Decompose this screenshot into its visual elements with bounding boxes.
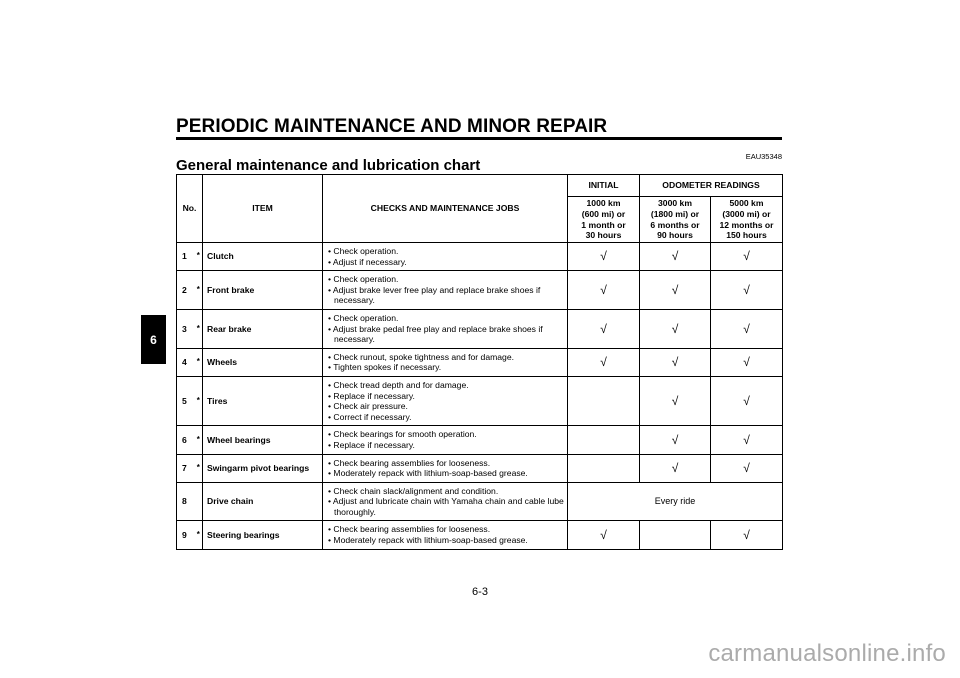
table-row: 4 * Wheels • Check runout, spoke tightness and for damage. • Tighten spokes if necessary. √ √ √	[177, 348, 783, 376]
check-mark: √	[711, 309, 783, 348]
table-row: 7 * Swingarm pivot bearings • Check bearing assemblies for looseness. • Moderately repack with lithium-soap-based grease. √ √	[177, 454, 783, 482]
check-list: • Check bearing assemblies for looseness. • Moderately repack with lithium-soap-based grease.	[323, 454, 568, 482]
check-mark: √	[711, 521, 783, 549]
check-mark: √	[568, 348, 640, 376]
check-mark: √	[711, 376, 783, 425]
check-list: • Check bearing assemblies for looseness. • Moderately repack with lithium-soap-based grease.	[323, 521, 568, 549]
table-row: 8 Drive chain • Check chain slack/alignment and condition. • Adjust and lubricate chain with Yamaha chain and cable lube thoroughly. Every ride	[177, 482, 783, 521]
item-name: Clutch	[203, 243, 323, 271]
check-mark: √	[640, 348, 711, 376]
check-mark: √	[711, 271, 783, 310]
header-initial: INITIAL	[568, 175, 640, 197]
maintenance-chart	[176, 174, 783, 550]
check-mark	[568, 426, 640, 454]
table-row: 6 * Wheel bearings • Check bearings for smooth operation. • Replace if necessary. √ √	[177, 426, 783, 454]
check-mark: √	[640, 271, 711, 310]
every-ride-note: Every ride	[568, 482, 783, 521]
header-item: ITEM	[203, 175, 323, 243]
interval-1: 1000 km (600 mi) or 1 month or 30 hours	[568, 197, 640, 243]
check-mark: √	[711, 243, 783, 271]
check-list: • Check runout, spoke tightness and for damage. • Tighten spokes if necessary.	[323, 348, 568, 376]
check-mark: √	[711, 348, 783, 376]
check-list: • Check operation. • Adjust brake lever free play and replace brake shoes if necessary.	[323, 271, 568, 310]
watermark: carmanualsonline.info	[708, 640, 946, 667]
check-mark: √	[568, 271, 640, 310]
check-list: • Check operation. • Adjust if necessary.	[323, 243, 568, 271]
interval-2: 3000 km (1800 mi) or 6 months or 90 hours	[640, 197, 711, 243]
table-row: 5 * Tires • Check tread depth and for damage. • Replace if necessary. • Check air pressure. • Correct if necessary. √ √	[177, 376, 783, 425]
page-title: PERIODIC MAINTENANCE AND MINOR REPAIR	[176, 116, 608, 137]
header-odometer: ODOMETER READINGS	[640, 175, 783, 197]
check-mark	[568, 454, 640, 482]
header-checks: CHECKS AND MAINTENANCE JOBS	[323, 175, 568, 243]
check-mark: √	[711, 454, 783, 482]
item-name: Steering bearings	[203, 521, 323, 549]
item-name: Wheels	[203, 348, 323, 376]
check-list: • Check operation. • Adjust brake pedal free play and replace brake shoes if necessary.	[323, 309, 568, 348]
check-mark: √	[640, 454, 711, 482]
item-name: Swingarm pivot bearings	[203, 454, 323, 482]
section-code: EAU35348	[745, 152, 782, 161]
check-list: • Check chain slack/alignment and condition. • Adjust and lubricate chain with Yamaha chain and cable lube thoroughly.	[323, 482, 568, 521]
item-name: Tires	[203, 376, 323, 425]
check-mark	[640, 521, 711, 549]
item-name: Drive chain	[203, 482, 323, 521]
title-rule	[176, 137, 782, 140]
check-mark: √	[568, 309, 640, 348]
check-mark: √	[711, 426, 783, 454]
check-mark: √	[640, 243, 711, 271]
item-name: Front brake	[203, 271, 323, 310]
table-row: 1 * Clutch • Check operation. • Adjust if necessary. √ √ √	[177, 243, 783, 271]
check-list: • Check tread depth and for damage. • Replace if necessary. • Check air pressure. • Correct if necessary.	[323, 376, 568, 425]
table-row: 9 * Steering bearings • Check bearing assemblies for looseness. • Moderately repack with lithium-soap-based grease. √ √	[177, 521, 783, 549]
check-mark: √	[640, 426, 711, 454]
header-no: No.	[177, 175, 203, 243]
item-name: Wheel bearings	[203, 426, 323, 454]
check-mark: √	[640, 309, 711, 348]
check-list: • Check bearings for smooth operation. • Replace if necessary.	[323, 426, 568, 454]
check-mark: √	[640, 376, 711, 425]
chapter-tab: 6	[141, 315, 166, 364]
check-mark	[568, 376, 640, 425]
table-row: 3 * Rear brake • Check operation. • Adjust brake pedal free play and replace brake shoes if necessary. √ √ √	[177, 309, 783, 348]
check-mark: √	[568, 521, 640, 549]
check-mark: √	[568, 243, 640, 271]
table-row: 2 * Front brake • Check operation. • Adjust brake lever free play and replace brake shoes if necessary. √ √ √	[177, 271, 783, 310]
item-name: Rear brake	[203, 309, 323, 348]
section-title: General maintenance and lubrication chart	[176, 157, 481, 174]
interval-3: 5000 km (3000 mi) or 12 months or 150 hours	[711, 197, 783, 243]
page-number: 6-3	[472, 586, 488, 598]
